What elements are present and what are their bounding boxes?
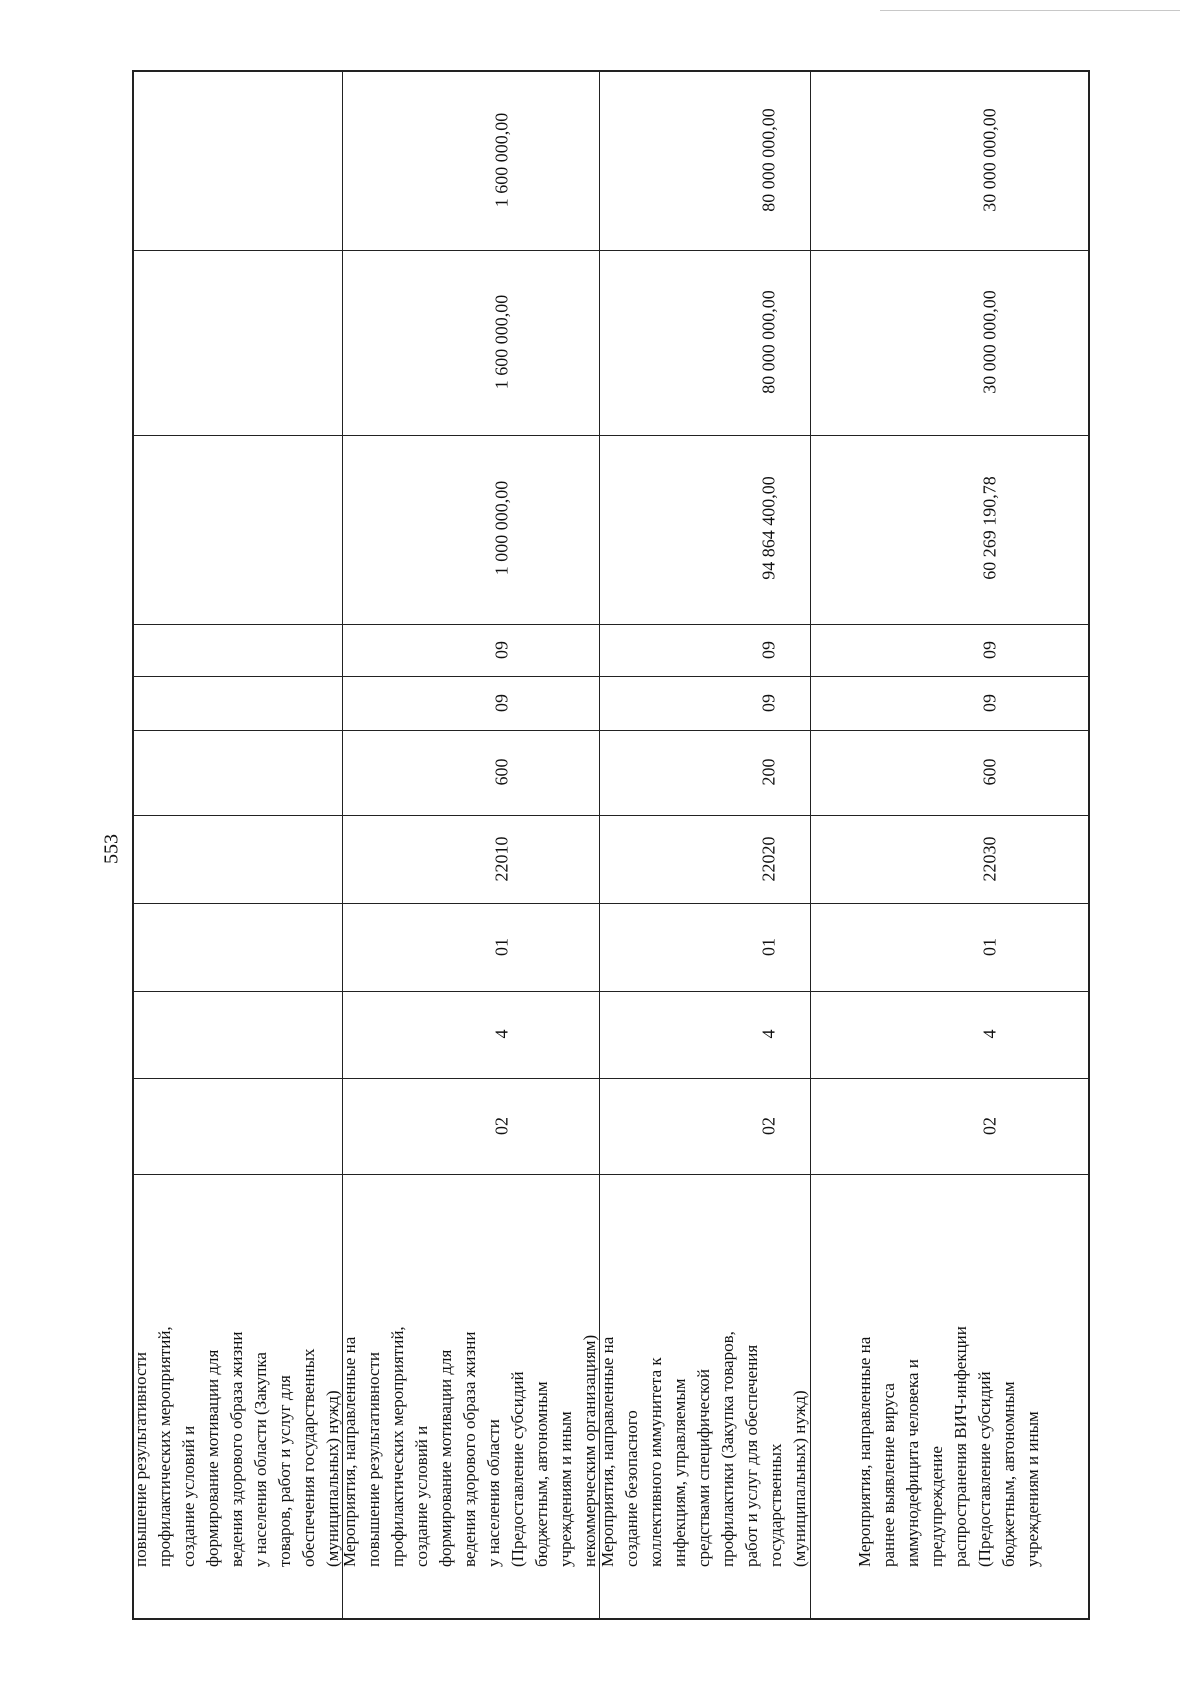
scan-artifact-line <box>880 10 1180 11</box>
col-divider-amount3-amount2 <box>132 250 1090 251</box>
table-border-right <box>1088 70 1090 1620</box>
col-divider-amount2-amount1 <box>132 435 1090 436</box>
col-divider-c2-c1 <box>132 1078 1090 1079</box>
budget-table: повышение результативности профилактических мероприятий, создание условий и формирование мотивации для ведения здорового образа жизни у населения области (Закупка товаров, работ и услуг для обеспечения государственных (муниципальных) нужд) Мероприятия, направленные на повышение результативности профилактических мероприятий, создание условий и формирование мотивации для ведения здорового образа жизни у населения области (Предоставление субсидий бюджетным, автономным учреждениям и иным некоммерческим организациям) 02 4 01 22010 600 09 09 1 000 000,00 1 600 000,00 1 600 000,00 Мероприятия, направленные на создание безопасного коллективного иммунитета к инфекциям, управляемым средствами специфической профилактики (Закупка товаров, работ и услуг для обеспечения государственных (муниципальных) нужд) 02 4 01 22020 200 09 09 94 864 400,00 80 000 000,00 80 000 000,00 Мероприятия, направленные на раннее выявление вируса иммунодефицита человека и предупреждение распространения ВИЧ-инфекции (Предоставление субсидий бюджетным, автономным учреждениям и иным 02 4 01 22030 600 09 09 60 269 190,78 30 000 000,00 30 000 000,00 <box>132 70 1090 1620</box>
col-divider-c1-description <box>132 1174 1090 1175</box>
col-divider-c5-c4 <box>132 815 1090 816</box>
col-divider-c4-c3 <box>132 903 1090 904</box>
col-divider-c3-c2 <box>132 991 1090 992</box>
table-border-top <box>132 70 1090 72</box>
col-divider-c7-c6 <box>132 676 1090 677</box>
col-divider-amount1-c7 <box>132 624 1090 625</box>
table-border-bottom <box>132 1618 1090 1620</box>
col-divider-c6-c5 <box>132 730 1090 731</box>
page-number-text: 553 <box>100 834 123 864</box>
